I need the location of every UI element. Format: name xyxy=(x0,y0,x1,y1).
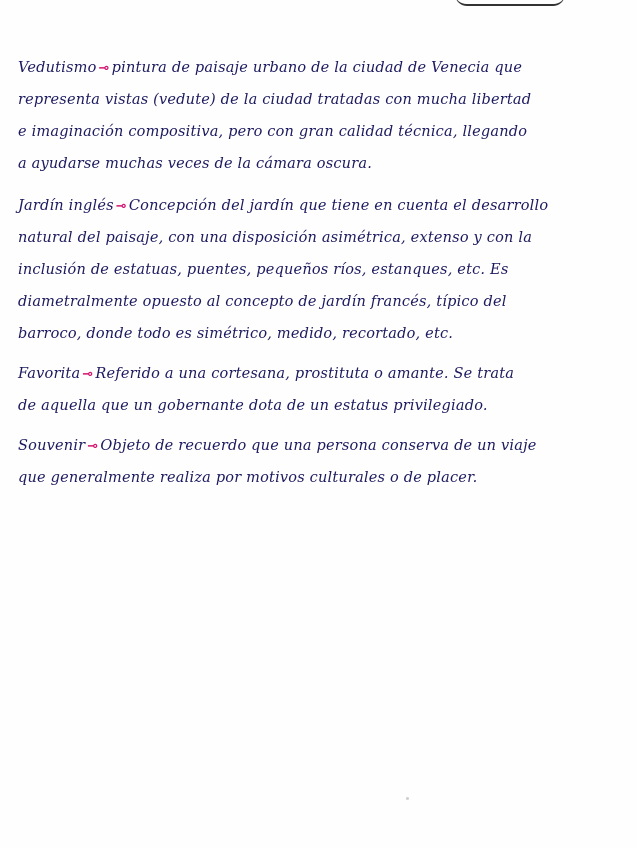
entry-line xyxy=(18,190,618,222)
page-edge-mark xyxy=(455,0,565,6)
entry-text: Objeto de recuerdo que una persona conserva de un viaje xyxy=(100,438,537,454)
entry-line xyxy=(18,222,618,254)
arrow-icon: ⊸ xyxy=(87,439,99,454)
arrow-icon: ⊸ xyxy=(98,61,110,76)
entry-line xyxy=(18,358,618,390)
entry-line xyxy=(18,148,618,180)
entry-text: representa vistas (vedute) de la ciudad tratadas con mucha libertad xyxy=(18,92,532,108)
entry-line xyxy=(18,318,618,350)
entry-jardin-ingles xyxy=(18,190,618,350)
entry-text: que generalmente realiza por motivos culturales o de placer. xyxy=(18,470,478,486)
entry-text: diametralmente opuesto al concepto de jardín francés, típico del xyxy=(18,294,507,310)
entry-text: e imaginación compositiva, pero con gran calidad técnica, llegando xyxy=(18,124,528,140)
entry-text: de aquella que un gobernante dota de un estatus privilegiado. xyxy=(18,398,488,414)
arrow-icon: ⊸ xyxy=(115,199,127,214)
entry-text: pintura de paisaje urbano de la ciudad de Venecia que xyxy=(111,60,523,76)
entry-text: a ayudarse muchas veces de la cámara oscura. xyxy=(18,156,373,172)
entry-term: Vedutismo xyxy=(18,60,97,76)
entry-line xyxy=(18,286,618,318)
entry-text: inclusión de estatuas, puentes, pequeños ríos, estanques, etc. Es xyxy=(18,262,509,278)
entry-line xyxy=(18,84,618,116)
entry-term: Souvenir xyxy=(18,438,86,454)
entry-line xyxy=(18,116,618,148)
entry-line xyxy=(18,430,618,462)
entry-text: barroco, donde todo es simétrico, medido, recortado, etc. xyxy=(18,326,454,342)
entry-term: Jardín inglés xyxy=(18,198,114,214)
entry-term: Favorita xyxy=(18,366,81,382)
entry-text: natural del paisaje, con una disposición asimétrica, extenso y con la xyxy=(18,230,533,246)
paper-speck xyxy=(406,797,409,800)
entry-line xyxy=(18,254,618,286)
entry-line xyxy=(18,390,618,422)
entry-line xyxy=(18,462,618,494)
entry-favorita xyxy=(18,358,618,422)
arrow-icon: ⊸ xyxy=(82,367,94,382)
entry-text: Concepción del jardín que tiene en cuenta el desarrollo xyxy=(128,198,549,214)
entry-line xyxy=(18,52,618,84)
entry-text: Referido a una cortesana, prostituta o amante. Se trata xyxy=(95,366,515,382)
entry-souvenir xyxy=(18,430,618,494)
entry-vedutismo xyxy=(18,52,618,180)
